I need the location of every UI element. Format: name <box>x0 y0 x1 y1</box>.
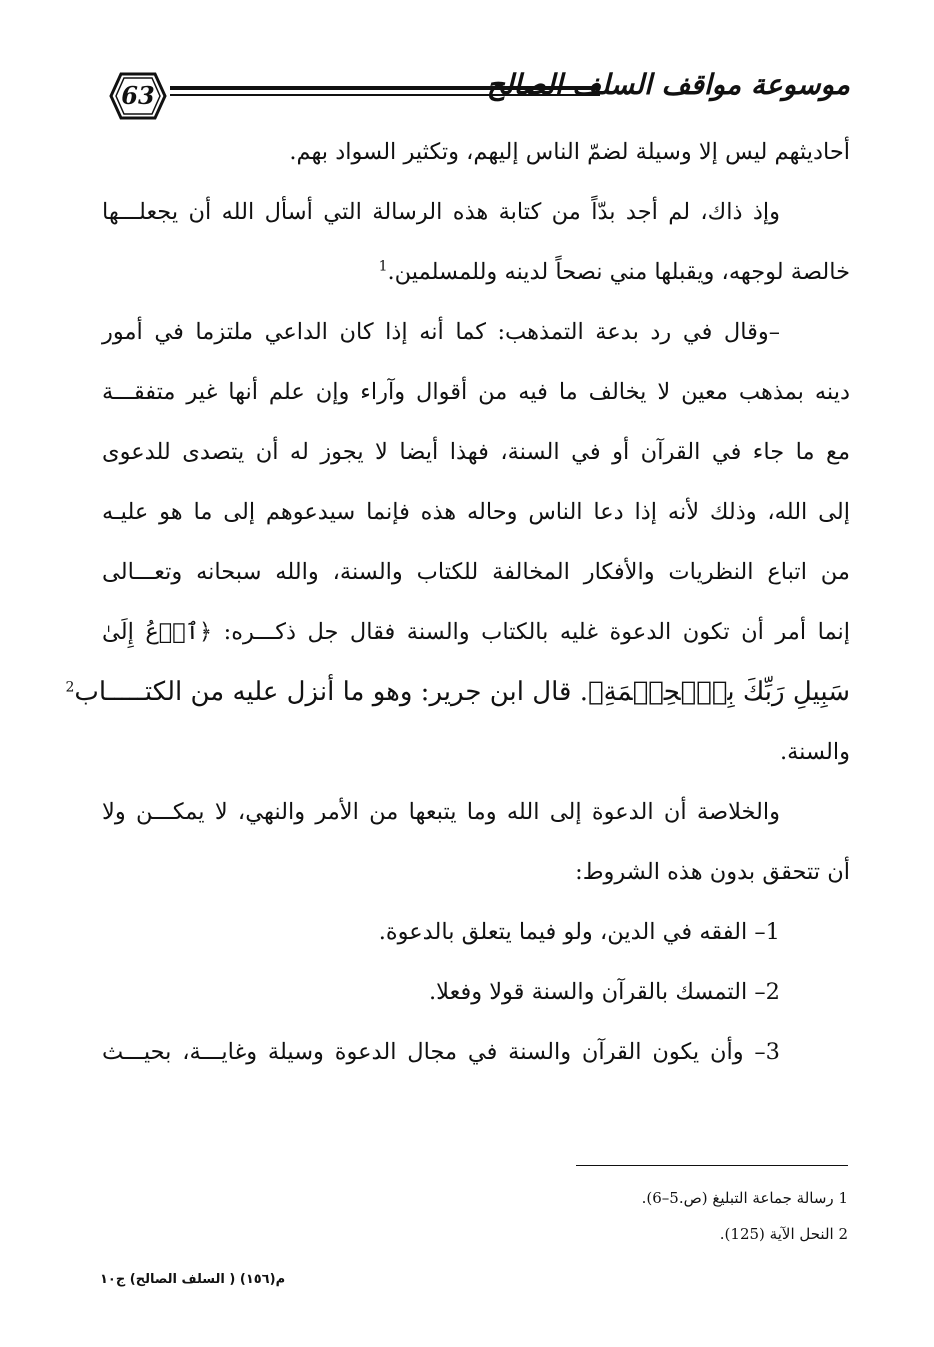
text-line-content: سَبِيلِ رَبِّكَ بِٱلۡحِكۡمَةِ﴾. قال ابن جرير: وهو ما أنزل عليه من الكتـــــاب <box>74 677 850 707</box>
list-item: 1– الفقه في الدين، ولو فيما يتعلق بالدعوة. <box>378 919 780 945</box>
footnote: 2 النحل الآية (125). <box>719 1225 848 1243</box>
footnote-ref: 2 <box>65 679 75 696</box>
text-line: مع ما جاء في القرآن أو في السنة، فهذا أيضا لا يجوز له أن يتصدى للدعوى <box>102 439 850 465</box>
footnotes <box>348 1180 848 1252</box>
text-line: إنما أمر أن تكون الدعوة غليه بالكتاب والسنة فقال جل ذكـــره: ﴿ٱدۡعُ إِلَىٰ <box>102 619 850 645</box>
list-item: 2– التمسك بالقرآن والسنة قولا وفعلا. <box>429 979 780 1005</box>
text-line: والخلاصة أن الدعوة إلى الله وما يتبعها من الأمر والنهي، لا يمكـــن ولا <box>102 799 780 825</box>
text-line: إلى الله، وذلك لأنه إذا دعا الناس وحاله هذه فإنما سيدعوهم إلى ما هو عليـه <box>102 499 850 525</box>
footnote: 1 رسالة جماعة التبليغ (ص.5–6). <box>641 1189 848 1207</box>
text-line: أحاديثهم ليس إلا وسيلة لضمّ الناس إليهم، وتكثير السواد بهم. <box>289 139 850 165</box>
text-line-content: خالصة لوجهه، ويقبلها مني نصحاً لدينه وللمسلمين. <box>387 259 850 285</box>
page-number-badge <box>105 68 171 124</box>
text-line: والسنة. <box>779 739 850 765</box>
text-line: من اتباع النظريات والأفكار المخالفة للكتاب والسنة، والله سبحانه وتعـــالى <box>102 559 850 585</box>
list-item: 3– وأن يكون القرآن والسنة في مجال الدعوة وسيلة وغايـــة، بحيـــث <box>102 1039 780 1065</box>
text-line-with-footnote <box>102 242 850 302</box>
page-number: 63 <box>121 81 155 110</box>
footnote-separator <box>576 1165 848 1166</box>
body-text <box>65 122 850 1082</box>
header-title: موسوعة مواقف السلف الصالح <box>486 68 850 101</box>
text-line-with-footnote <box>65 662 850 722</box>
signature-mark: م(١٥٦) ( السلف الصالح) ج١٠ <box>100 1272 286 1287</box>
text-line: وإذ ذاك، لم أجد بدّاً من كتابة هذه الرسالة التي أسأل الله أن يجعلـــها <box>102 199 780 225</box>
text-line: –وقال في رد بدعة التمذهب: كما أنه إذا كان الداعي ملتزما في أمور <box>102 319 780 345</box>
text-line: أن تتحقق بدون هذه الشروط: <box>575 859 850 885</box>
footnote-ref: 1 <box>378 258 388 275</box>
text-line: دينه بمذهب معين لا يخالف ما فيه من أقوال وآراء وإن علم أنها غير متفقـــة <box>102 379 850 405</box>
